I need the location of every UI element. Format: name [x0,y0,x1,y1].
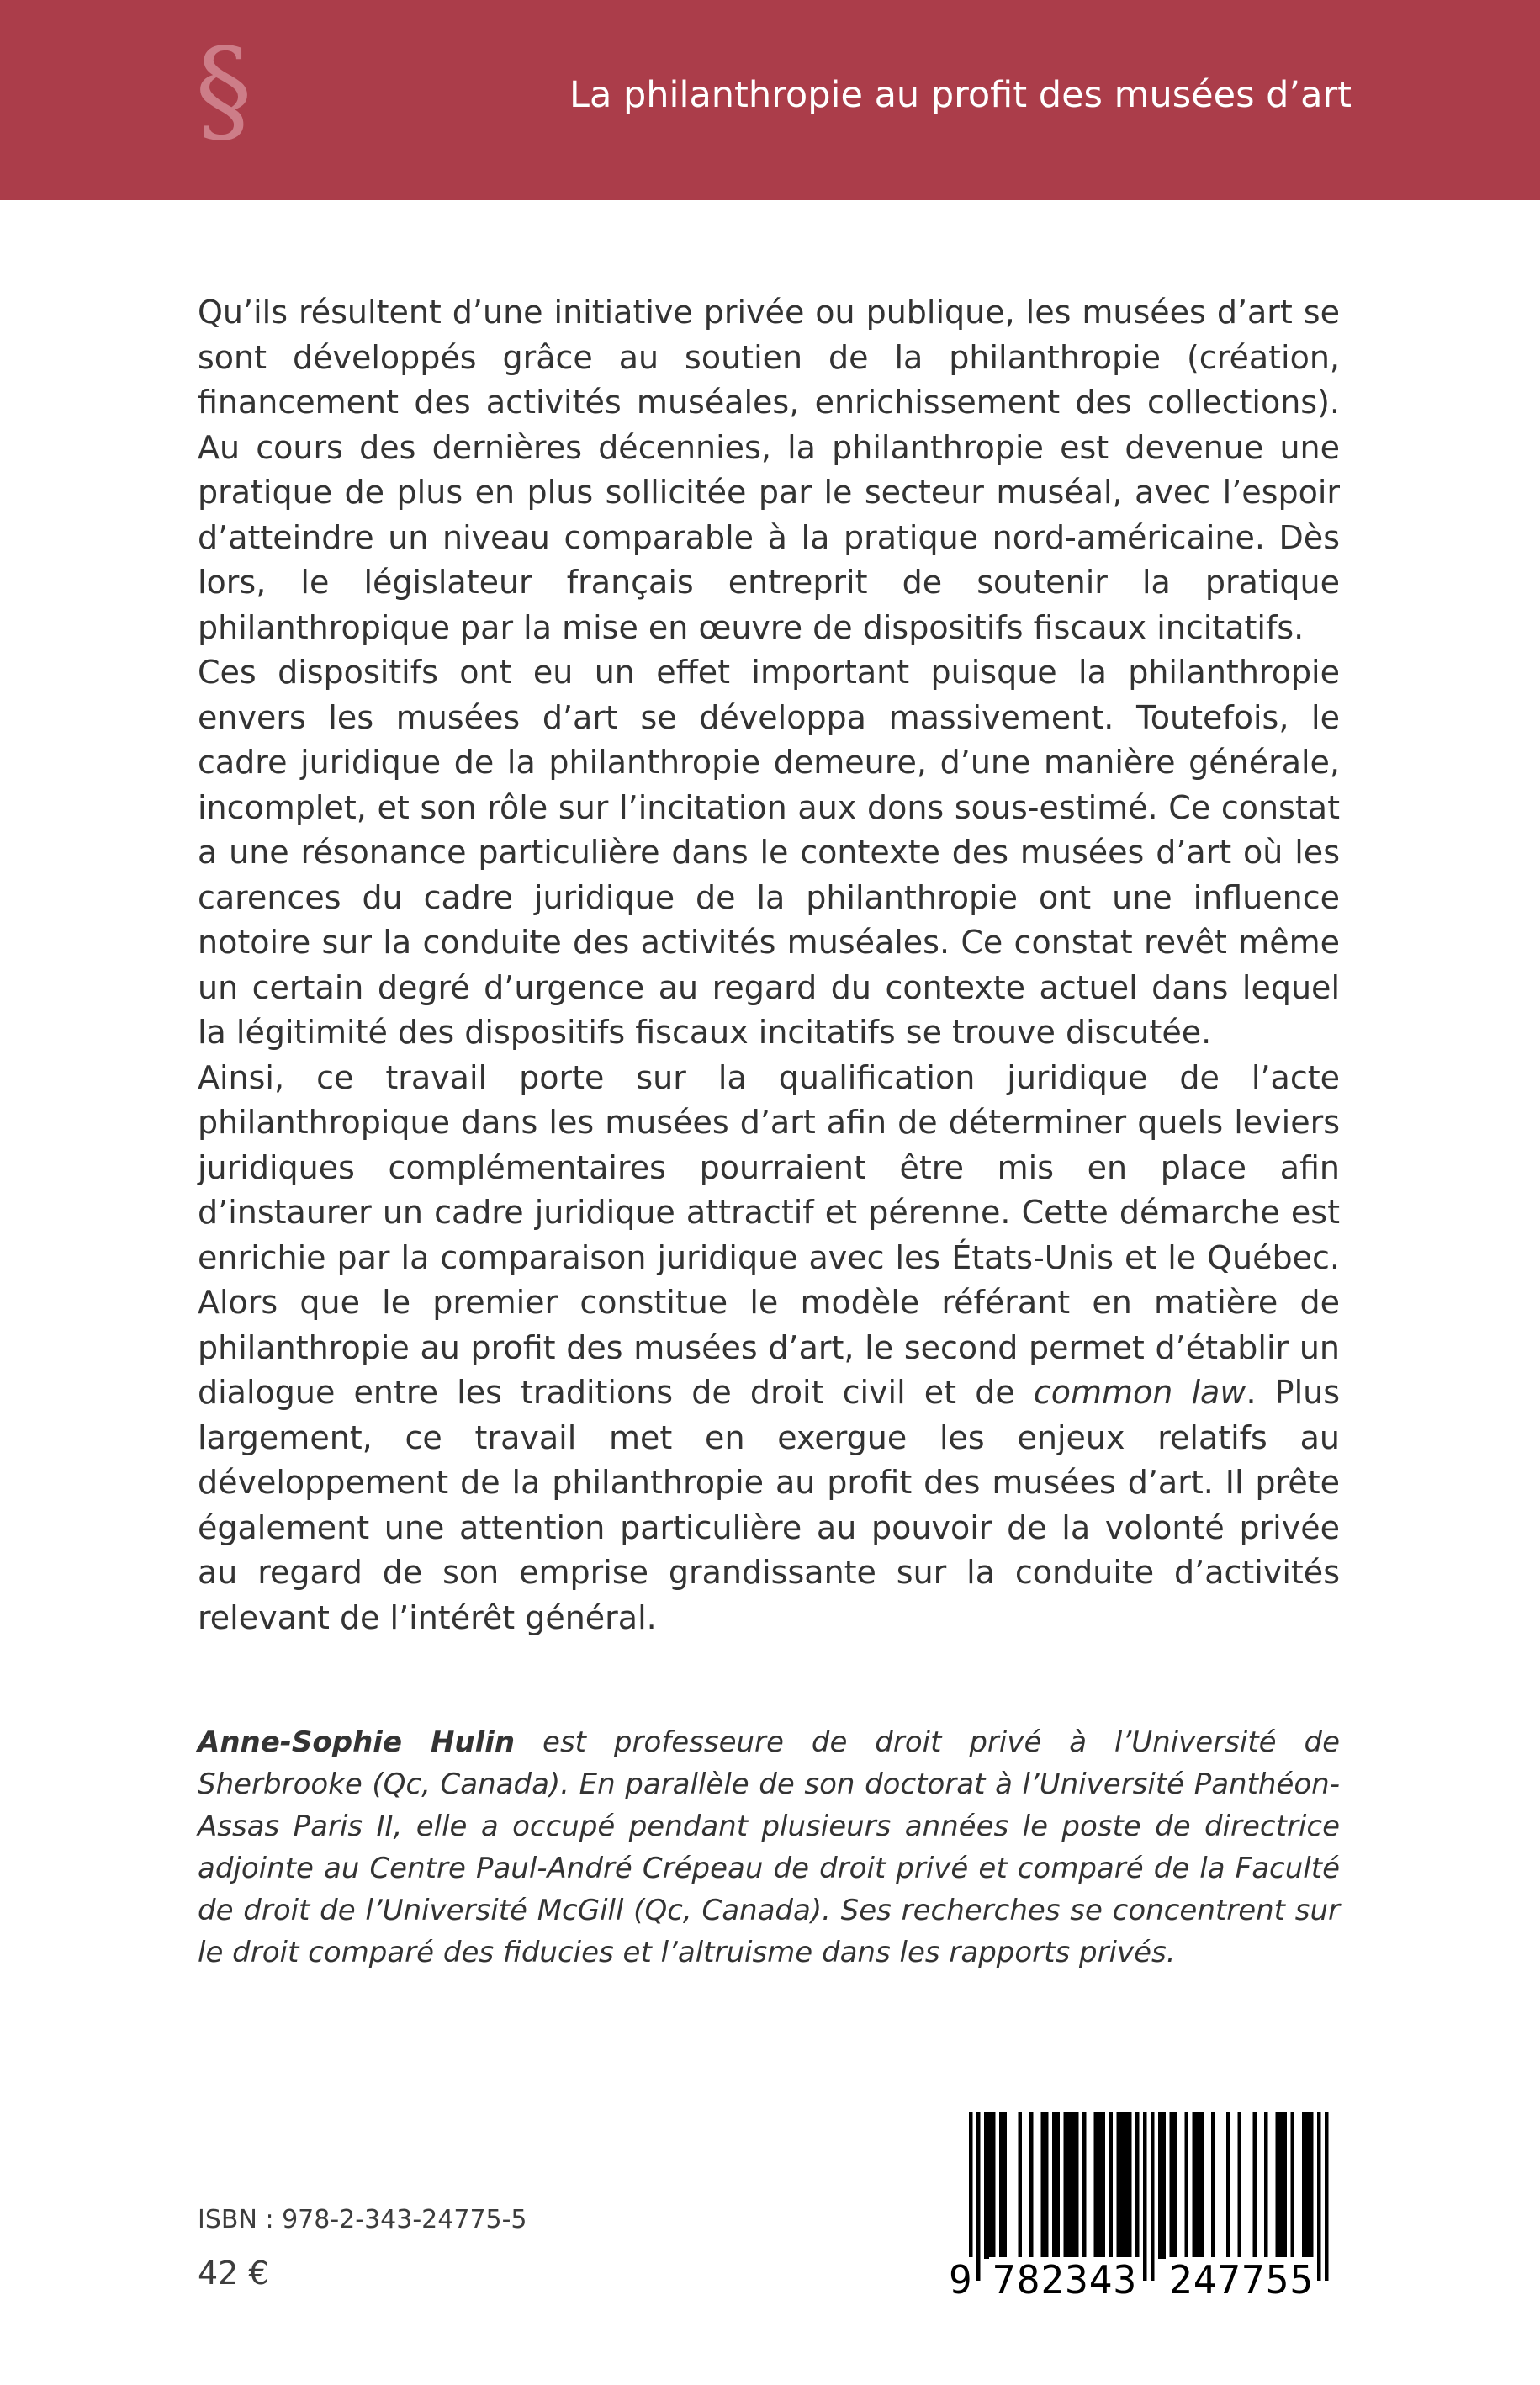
barcode-bar [1117,2112,1121,2259]
summary-paragraph-3 [198,1056,1340,1641]
barcode-bar [1253,2112,1257,2259]
barcode-left-group: 782343 [989,2257,1140,2303]
barcode-bar [969,2112,973,2281]
barcode-bar [1125,2112,1129,2259]
barcode-bar [1029,2112,1034,2259]
barcode-bar [1045,2112,1049,2259]
barcode-bar [1310,2112,1314,2259]
summary-paragraph-1: Qu’ils résultent d’une initiative privée ou publique, les musées d’art se sont développés grâce au soutien de la philanthropie (création, financement des activités muséales, enrichissement des collections). Au cours des dernières décennies, la philanthropie est devenue une pratique de plus en plus sollicitée par le secteur muséal, avec l’espoir d’atteindre un niveau comparable à la pratique nord-américaine. Dès lors, le législateur français entreprit de soutenir la pratique philanthropique par la mise en œuvre de dispositifs fiscaux incitatifs. [198,294,1340,646]
book-title: La philanthropie au profit des musées d’art [569,74,1352,116]
barcode-bar [1185,2112,1189,2259]
summary-text [198,290,1340,1640]
barcode-bar [1238,2112,1242,2259]
barcode-bar [992,2112,996,2259]
barcode-bar [1102,2112,1106,2259]
section-logo-icon: § [195,24,252,157]
barcode-bar [1019,2112,1023,2259]
header-band [0,0,1540,200]
barcode-bar [1135,2112,1140,2259]
barcode-bar [1170,2112,1174,2259]
barcode-bar [1052,2112,1056,2259]
summary-paragraph-3-end: . Plus largement, ce travail met en exergue les enjeux relatifs au développement de la philanthropie au profit des musées d’art. Il prête également une attention particulière au pouvoir de la volonté privée au regard de son emprise grandissante sur la conduite d’activités relevant de l’intérêt général. [198,1374,1341,1636]
barcode-bar [1193,2112,1197,2259]
barcode-bar [984,2112,988,2259]
barcode-first-digit: 9 [949,2257,972,2303]
barcode-bar [1306,2112,1310,2259]
summary-paragraph-2: Ces dispositifs ont eu un effet important puisque la philanthropie envers les musées d’art se développa massivement. Toutefois, le cadre juridique de la philanthropie demeure, d’une manière générale, incomplet, et son rôle sur l’incitation aux dons sous-estimé. Ce constat a une résonance particulière dans le contexte des musées d’art où les carences du cadre juridique de la philanthropie ont une influence notoire sur la conduite des activités muséales. Ce constat revêt même un certain degré d’urgence au regard du contexte actuel dans lequel la légitimité des dispositifs fiscaux incitatifs se trouve discutée. [198,654,1340,1051]
barcode-bar [1283,2112,1288,2259]
barcode-bar [1128,2112,1132,2259]
summary-paragraph-3-start: Ainsi, ce travail porte sur la qualification juridique de l’acte philanthropique dans les musées d’art afin de déterminer quels leviers juridiques complémentaires pourraient être mis en place afin d’instaurer un cadre juridique attractif et pérenne. Cette démarche est enrichie par la comparaison juridique avec les États-Unis et le Québec. Alors que le premier constitue le modèle référant en matière de philanthropie au profit des musées d’art, le second permet d’établir un dialogue entre les traditions de droit civil et de [198,1058,1340,1411]
barcode-bar [1072,2112,1076,2259]
author-name: Anne-Sophie Hulin [198,1725,516,1759]
barcode-bar [1151,2112,1155,2281]
price-label: 42 € [198,2255,269,2292]
summary-paragraph-3-italic: common law [1033,1374,1246,1411]
barcode-bar [1143,2112,1147,2281]
barcode-bar [1264,2112,1268,2259]
author-bio-text: est professeure de droit privé à l’Université de Sherbrooke (Qc, Canada). En parallèle de son doctorat à l’Université Panthéon-Assas Paris II, elle a occupé pendant plusieurs années le poste de directrice adjointe au Centre Paul-André Crépeau de droit privé et comparé de la Faculté de droit de l’Université McGill (Qc, Canada). Ses recherches se concentrent sur le droit comparé des fiducies et l’altruisme dans les rapports privés. [198,1725,1341,1969]
barcode-bar [988,2112,992,2259]
barcode-digits [940,2257,1342,2303]
barcode [940,2112,1342,2303]
barcode-bar [1094,2112,1098,2259]
isbn-label: ISBN : 978-2-343-24775-5 [198,2205,527,2234]
barcode-bar [1098,2112,1102,2259]
author-bio [198,1721,1340,1974]
barcode-bar [1302,2112,1306,2259]
barcode-bar [1279,2112,1283,2259]
barcode-bar [1173,2112,1177,2259]
barcode-bar [1003,2112,1008,2259]
barcode-bar [1226,2112,1230,2259]
barcode-bar [1276,2112,1280,2259]
barcode-bar [976,2112,981,2281]
barcode-right-group: 247755 [1166,2257,1317,2303]
barcode-bar [1082,2112,1087,2259]
barcode-bar [1041,2112,1045,2259]
barcode-bar [1317,2112,1321,2281]
barcode-bar [1056,2112,1061,2259]
barcode-bar [999,2112,1003,2259]
barcode-bar [1067,2112,1072,2259]
barcode-bar [1196,2112,1200,2259]
barcode-bar [1120,2112,1125,2259]
barcode-bar [1064,2112,1068,2259]
barcode-bar [1325,2112,1329,2281]
barcode-bar [1158,2112,1162,2259]
barcode-bar [1162,2112,1167,2259]
barcode-bar [1211,2112,1215,2259]
barcode-bar [1291,2112,1295,2259]
barcode-bar [1109,2112,1114,2259]
barcode-bar [1075,2112,1079,2259]
barcode-bar [1200,2112,1204,2259]
